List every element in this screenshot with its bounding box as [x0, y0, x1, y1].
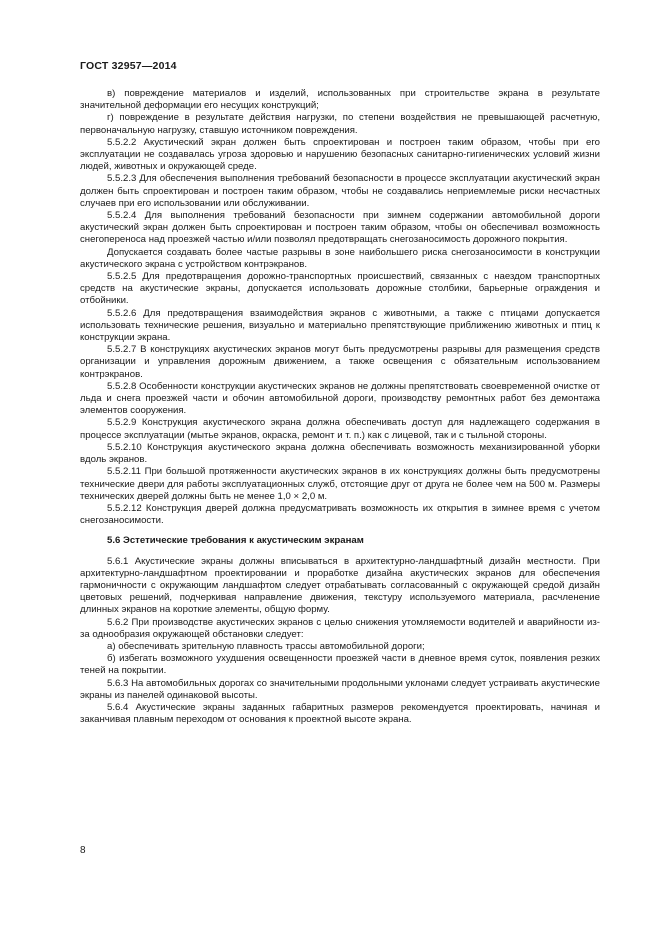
paragraph-allowed: Допускается создавать более частые разрывы в зоне наибольшего риска снегозаносимости в конструкции акустического экрана с устройством контрэкранов. [80, 246, 600, 270]
paragraph-5-5-2-9: 5.5.2.9 Конструкция акустического экрана должна обеспечивать доступ для надлежащего содержания в процессе эксплуатации (мытье экранов, окраска, ремонт и т. п.) как с лицевой, так и с тыльной стороны. [80, 417, 600, 441]
paragraph-5-5-2-7: 5.5.2.7 В конструкциях акустических экранов могут быть предусмотрены разрывы для размещения средств организации и управления дорожным движением, а также освещения с обязательным использованием контрэкранов. [80, 344, 600, 380]
paragraph-5-5-2-5: 5.5.2.5 Для предотвращения дорожно-транспортных происшествий, связанных с наездом транспортных средств на акустические экраны, допускается использовать дорожные столбики, барьерные ограждения и отбойники. [80, 271, 600, 307]
paragraph-5-5-2-8: 5.5.2.8 Особенности конструкции акустических экранов не должны препятствовать своевременной очистке от льда и снега проезжей части и обочин автомобильной дороги, производству ремонтных работ без демонтажа элементов сооружения. [80, 380, 600, 417]
paragraph-5-6-2-b: б) избегать возможного ухудшения освещенности проезжей части в дневное время суток, появления резких теней на покрытии. [80, 653, 600, 677]
paragraph-5-5-2-12: 5.5.2.12 Конструкция дверей должна предусматривать возможность их открытия в зимнее время с учетом снегозаносимости. [80, 502, 600, 527]
paragraph-5-5-2-11: 5.5.2.11 При большой протяженности акустических экранов в их конструкциях должны быть предусмотрены технические двери для работы эксплуатационных служб, отстоящие друг от друга не более чем на 500 м. Размеры технических дверей должны быть не менее 1,0 × 2,0 м. [80, 466, 600, 502]
paragraph-5-5-2-4: 5.5.2.4 Для выполнения требований безопасности при зимнем содержании автомобильной дороги акустический экран должен быть спроектирован и построен таким образом, чтобы он обеспечивал возможность снегопереноса над проезжей частью и/или позволял предотвращать снегозаносимость дорожного покрытия. [80, 210, 600, 246]
page-number: 8 [80, 845, 86, 856]
section-heading-5-6: 5.6 Эстетические требования к акустическим экранам [107, 535, 364, 547]
paragraph-v: в) повреждение материалов и изделий, использованных при строительстве экрана в результате значительной деформации его несущих конструкций; [80, 88, 600, 112]
paragraph-5-6-2: 5.6.2 При производстве акустических экранов с целью снижения утомляемости водителей и аварийности из-за однообразия окружающей обстановки следует: [80, 616, 600, 640]
document-body [80, 88, 600, 726]
paragraph-5-6-1: 5.6.1 Акустические экраны должны вписываться в архитектурно-ландшафтный дизайн местности. При архитектурно-ландшафтном проектировании и проработке дизайна акустических экранов для обеспечения гармоничности с окружающим ландшафтом следует отрабатывать согласованный с окружающей средой дизайн цветовых решений, подчеркивая направление движения, текстуру используемого материала, расчленение длинных экранов на короткие элементы, общую форму. [80, 555, 600, 616]
paragraph-5-6-3: 5.6.3 На автомобильных дорогах со значительными продольными уклонами следует устраивать акустические экраны из панелей одинаковой высоты. [80, 677, 600, 701]
paragraph-5-5-2-3: 5.5.2.3 Для обеспечения выполнения требований безопасности в процессе эксплуатации акустический экран должен быть спроектирован и построен таким образом, чтобы не создавались неприемлемые риски несчастных случаев при его использовании или обслуживании. [80, 173, 600, 209]
paragraph-g: г) повреждение в результате действия нагрузки, по степени воздействия не превышающей расчетную, первоначальную нагрузку, ставшую источником повреждения. [80, 112, 600, 136]
document-header: ГОСТ 32957—2014 [80, 60, 177, 72]
paragraph-5-5-2-2: 5.5.2.2 Акустический экран должен быть спроектирован и построен таким образом, чтобы при его эксплуатации не создавалась угроза здоровью и нарушению безопасных санитарно-гигиенических условий жизни людей, животных и окружающей среде. [80, 136, 600, 173]
paragraph-5-5-2-10: 5.5.2.10 Конструкция акустического экрана должна обеспечивать возможность механизированной уборки вдоль экранов. [80, 441, 600, 466]
paragraph-5-6-4: 5.6.4 Акустические экраны заданных габаритных размеров рекомендуется проектировать, начиная и заканчивая плавным переходом от основания к проектной высоте экрана. [80, 701, 600, 726]
paragraph-5-6-2-a: а) обеспечивать зрительную плавность трассы автомобильной дороги; [107, 640, 425, 652]
paragraph-5-5-2-6: 5.5.2.6 Для предотвращения взаимодействия экранов с животными, а также с птицами допускается использовать технические решения, визуально и материально препятствующие приближению животных и птиц к конструкции экрана. [80, 307, 600, 344]
